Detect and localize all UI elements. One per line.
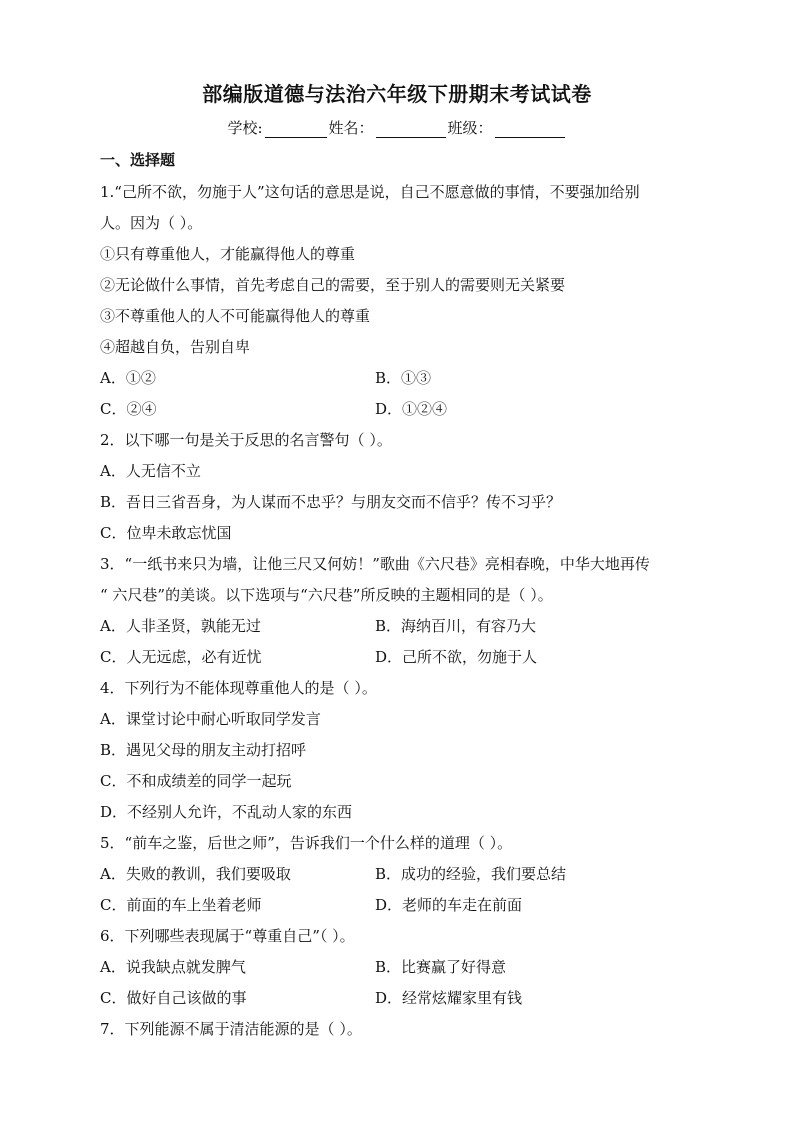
q1-stem-line2: 人。因为（ ）。 [100,214,203,232]
q5-option-b[interactable]: B．成功的经验，我们要总结 [375,865,567,883]
q3-option-d[interactable]: D．己所不欲，勿施于人 [375,648,538,666]
class-label: 班级： [447,119,493,137]
class-blank[interactable] [495,121,565,138]
q1-stem-line1: 1.“己所不欲，勿施于人”这句话的意思是说，自己不愿意做的事情，不要强加给别 [100,183,640,201]
school-blank[interactable] [265,121,327,138]
q3-stem-line1: 3．“一纸书来只为墙，让他三尺又何妨！”歌曲《六尺巷》亮相春晚，中华大地再传 [100,555,650,573]
q3-options-row2 [100,642,694,673]
school-label: 学校: [227,119,263,137]
q5-option-a[interactable]: A．失败的教训，我们要吸取 [100,865,291,883]
q1-statement-1: ①只有尊重他人，才能赢得他人的尊重 [100,245,356,263]
q4-stem: 4．下列行为不能体现尊重他人的是（ ）。 [100,679,377,697]
q1-option-a[interactable]: A．①② [100,369,156,387]
q3-option-c[interactable]: C．人无远虑，必有近忧 [100,648,262,666]
q6-options-row1 [100,952,694,983]
q5-option-d[interactable]: D．老师的车走在前面 [375,896,523,914]
q7-stem: 7．下列能源不属于清洁能源的是（ ）。 [100,1020,362,1038]
q4-option-d[interactable]: D．不经别人允许，不乱动人家的东西 [100,803,353,821]
q1-statement-2: ②无论做什么事情，首先考虑自己的需要，至于别人的需要则无关紧要 [100,276,566,294]
question-list [100,177,694,1045]
name-label: 姓名： [328,119,374,137]
q5-option-c[interactable]: C．前面的车上坐着老师 [100,896,262,914]
q5-stem: 5．“前车之鉴，后世之师”，告诉我们一个什么样的道理（ ）。 [100,834,513,852]
q1-statement-4: ④超越自负，告别自卑 [100,338,251,356]
q6-options-row2 [100,983,694,1014]
q5-options-row1 [100,859,694,890]
q6-option-b[interactable]: B．比赛赢了好得意 [375,958,507,976]
q2-stem: 2．以下哪一句是关于反思的名言警句（ ）。 [100,431,392,449]
q1-option-b[interactable]: B．①③ [375,369,432,387]
q1-statement-3: ③不尊重他人的人不可能赢得他人的尊重 [100,307,371,325]
q3-stem-line2: “ 六尺巷”的美谈。以下选项与“六尺巷”所反映的主题相同的是（ ）。 [100,586,553,604]
q1-options-row1 [100,363,694,394]
q3-option-a[interactable]: A．人非圣贤，孰能无过 [100,617,261,635]
q2-option-b[interactable]: B．吾日三省吾身，为人谋而不忠乎？与朋友交而不信乎？传不习乎？ [100,493,562,511]
q4-option-c[interactable]: C．不和成绩差的同学一起玩 [100,772,292,790]
q4-option-a[interactable]: A．课堂讨论中耐心听取同学发言 [100,710,321,728]
q2-option-c[interactable]: C．位卑未敢忘忧国 [100,524,232,542]
section-heading: 一、选择题 [100,151,176,169]
q5-options-row2 [100,890,694,921]
q4-option-b[interactable]: B．遇见父母的朋友主动打招呼 [100,741,307,759]
q3-option-b[interactable]: B．海纳百川，有容乃大 [375,617,537,635]
q6-option-a[interactable]: A．说我缺点就发脾气 [100,958,246,976]
q1-option-d[interactable]: D．①②④ [375,400,448,418]
name-blank[interactable] [376,121,446,138]
page-title: 部编版道德与法治六年级下册期末考试试卷 [202,82,592,106]
q1-option-c[interactable]: C．②④ [100,400,157,418]
q1-options-row2 [100,394,694,425]
q2-option-a[interactable]: A．人无信不立 [100,462,201,480]
q3-options-row1 [100,611,694,642]
q6-stem: 6．下列哪些表现属于“尊重自己”（ ）。 [100,927,355,945]
q6-option-d[interactable]: D．经常炫耀家里有钱 [375,989,523,1007]
student-info-line [0,117,794,138]
q6-option-c[interactable]: C．做好自己该做的事 [100,989,247,1007]
